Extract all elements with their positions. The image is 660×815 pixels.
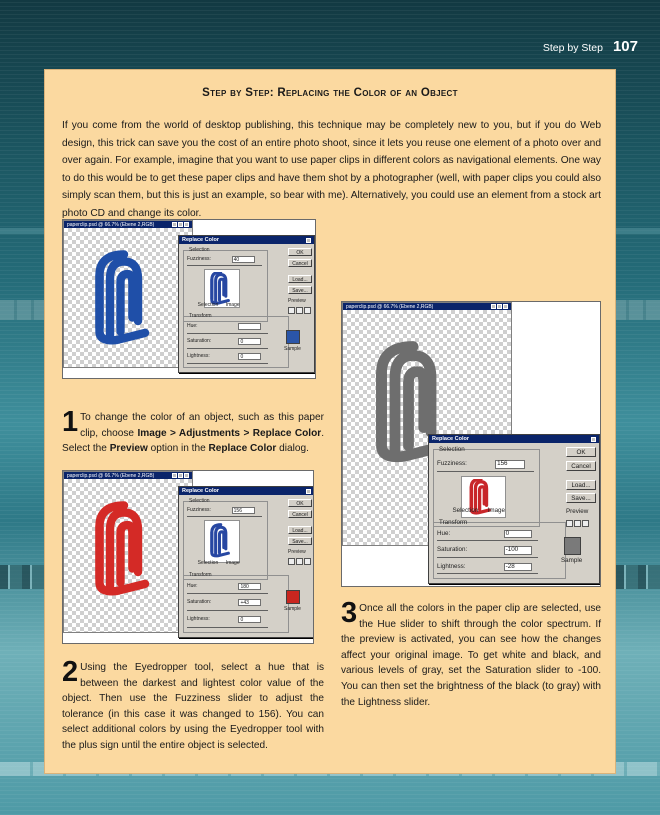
eyedropper-minus-icon[interactable] xyxy=(304,307,311,314)
eyedropper-plus-icon[interactable] xyxy=(296,558,303,565)
section-label: Step by Step xyxy=(542,42,603,54)
step-number: 3 xyxy=(341,597,358,629)
selection-preview xyxy=(204,520,240,563)
selection-label: Selection xyxy=(439,446,465,453)
maximize-icon[interactable] xyxy=(497,304,502,309)
saturation-field[interactable]: +43 xyxy=(238,599,261,606)
fuzziness-field[interactable]: 156 xyxy=(495,460,525,469)
eyedropper-icon[interactable] xyxy=(288,558,295,565)
fuzziness-field[interactable]: 156 xyxy=(232,507,256,514)
eyedropper-minus-icon[interactable] xyxy=(582,520,589,527)
lightness-label: Lightness: xyxy=(187,353,210,360)
preview-checkbox[interactable]: Preview xyxy=(566,508,589,515)
radio-selection[interactable]: Selection xyxy=(452,507,479,514)
preview-clip-image xyxy=(208,523,233,559)
sidebar-panel xyxy=(44,69,616,774)
transform-label: Transform xyxy=(189,313,212,320)
eyedropper-plus-icon[interactable] xyxy=(574,520,581,527)
dialog-titlebar[interactable] xyxy=(429,435,599,443)
close-icon[interactable] xyxy=(184,473,189,478)
step-number: 1 xyxy=(62,406,79,438)
screenshot-step-1 xyxy=(62,219,316,379)
screenshot-step-2 xyxy=(62,470,314,644)
window-titlebar[interactable] xyxy=(343,303,511,310)
lightness-slider[interactable] xyxy=(187,363,268,364)
saturation-label: Saturation: xyxy=(437,546,468,553)
lightness-label: Lightness: xyxy=(187,616,210,623)
close-icon[interactable] xyxy=(591,437,596,442)
window-title: paperclip.psd @ 66.7% (Ebene 2,RGB) xyxy=(346,303,434,310)
saturation-field[interactable]: 0 xyxy=(238,338,261,345)
eyedropper-icon[interactable] xyxy=(566,520,573,527)
step-1-caption: 1 To change the color of an object, such as this paper clip, choose Image > Adjustments > Replace Color. Select the Preview option in the Replace Color dialog. xyxy=(62,406,325,455)
minimize-icon[interactable] xyxy=(172,473,177,478)
lightness-slider[interactable] xyxy=(187,627,268,628)
hue-label: Hue: xyxy=(437,529,451,537)
dialog-titlebar[interactable] xyxy=(179,236,314,244)
hue-label: Hue: xyxy=(187,582,198,589)
lightness-label: Lightness: xyxy=(437,562,466,570)
fuzziness-label: Fuzziness: xyxy=(187,507,211,513)
close-icon[interactable] xyxy=(306,238,311,243)
cancel-button[interactable]: Cancel xyxy=(566,461,596,471)
load-button[interactable]: Load... xyxy=(566,480,596,490)
saturation-label: Saturation: xyxy=(187,599,212,606)
selection-label: Selection xyxy=(189,498,210,504)
save-button[interactable]: Save... xyxy=(566,493,596,503)
dialog-title: Replace Color xyxy=(182,237,219,243)
lightness-slider[interactable] xyxy=(437,573,538,574)
dialog-titlebar[interactable] xyxy=(179,487,314,495)
radio-image[interactable]: Image xyxy=(225,559,240,566)
eyedropper-minus-icon[interactable] xyxy=(304,558,311,565)
fuzziness-slider[interactable] xyxy=(437,471,534,472)
cancel-button[interactable]: Cancel xyxy=(288,510,312,518)
running-header xyxy=(543,38,638,55)
lightness-field[interactable]: 0 xyxy=(238,353,261,360)
radio-selection[interactable]: Selection xyxy=(197,559,219,566)
saturation-slider[interactable] xyxy=(187,348,268,349)
preview-checkbox[interactable]: Preview xyxy=(288,549,306,555)
hue-field[interactable]: 0 xyxy=(504,530,533,539)
fuzziness-field[interactable]: 40 xyxy=(232,256,256,263)
step-3-caption: 3 Once all the colors in the paper clip are selected, use the Hue slider to shift through the color spectrum. If the preview is activated, you can see how the changes affect your original image. To get white and black, and various levels of gray, set the Saturation slider to -100. You can then set the brightness of the black (to gray) with the Lightness slider. xyxy=(341,597,601,708)
replace-color-dialog xyxy=(428,434,600,584)
saturation-field[interactable]: -100 xyxy=(504,546,533,555)
article-title: Step by Step: Replacing the Color of an Object xyxy=(202,87,458,99)
transform-label: Transform xyxy=(189,572,212,579)
preview-checkbox[interactable]: Preview xyxy=(288,298,306,304)
sample-label: Sample xyxy=(561,557,583,564)
saturation-label: Saturation: xyxy=(187,338,212,345)
maximize-icon[interactable] xyxy=(178,473,183,478)
fuzziness-slider[interactable] xyxy=(187,516,262,517)
transparent-canvas[interactable] xyxy=(64,228,192,367)
paper-clip-image xyxy=(89,240,159,360)
fuzziness-label: Fuzziness: xyxy=(437,460,467,467)
transparent-canvas[interactable] xyxy=(64,479,192,632)
close-icon[interactable] xyxy=(306,489,311,494)
window-titlebar[interactable] xyxy=(64,221,192,228)
saturation-slider[interactable] xyxy=(437,557,538,558)
save-button[interactable]: Save... xyxy=(288,537,312,545)
step-number: 2 xyxy=(62,656,79,688)
eyedropper-tools[interactable] xyxy=(288,307,311,314)
close-icon[interactable] xyxy=(503,304,508,309)
cancel-button[interactable]: Cancel xyxy=(288,259,312,267)
saturation-slider[interactable] xyxy=(187,610,268,611)
hue-field[interactable]: 180 xyxy=(238,583,261,590)
eyedropper-tools[interactable] xyxy=(288,558,311,565)
ok-button[interactable]: OK xyxy=(288,499,312,507)
minimize-icon[interactable] xyxy=(172,222,177,227)
radio-image[interactable]: Image xyxy=(225,302,240,309)
eyedropper-icon[interactable] xyxy=(288,307,295,314)
radio-selection[interactable]: Selection xyxy=(197,302,219,309)
sample-swatch[interactable] xyxy=(564,537,582,555)
step-2-caption: 2 Using the Eyedropper tool, select a hue that is between the darkest and lightest color value of the object. Then use the Fuzziness slider to adjust the tolerance (in this case it was changed to 156). You can select additional colors by using the Eyedropper tool with the plus sign until the entire object is selected. xyxy=(62,656,324,751)
load-button[interactable]: Load... xyxy=(288,526,312,534)
lightness-field[interactable]: 0 xyxy=(238,616,261,623)
close-icon[interactable] xyxy=(184,222,189,227)
load-button[interactable]: Load... xyxy=(288,275,312,283)
dialog-title: Replace Color xyxy=(432,436,469,442)
ok-button[interactable]: OK xyxy=(288,248,312,256)
selection-label: Selection xyxy=(189,247,210,253)
window-title: paperclip.psd @ 66.7% (Ebene 2,RGB) xyxy=(67,472,155,479)
eyedropper-tools[interactable] xyxy=(566,520,589,527)
hue-slider[interactable] xyxy=(187,333,268,334)
transform-label: Transform xyxy=(439,519,468,526)
hue-label: Hue: xyxy=(187,322,198,329)
fuzziness-slider[interactable] xyxy=(187,265,262,266)
maximize-icon[interactable] xyxy=(178,222,183,227)
lightness-field[interactable]: -28 xyxy=(504,563,533,572)
window-title: paperclip.psd @ 66.7% (Ebene 2,RGB) xyxy=(67,221,155,228)
preview-clip-image xyxy=(208,272,233,305)
screenshot-step-3 xyxy=(341,301,601,587)
sample-label: Sample xyxy=(284,345,301,352)
sample-label: Sample xyxy=(284,606,301,613)
save-button[interactable]: Save... xyxy=(288,286,312,294)
document-window[interactable] xyxy=(63,220,193,368)
sample-swatch[interactable] xyxy=(286,590,300,604)
hue-field[interactable] xyxy=(238,323,261,330)
replace-color-dialog xyxy=(178,235,315,373)
dialog-title: Replace Color xyxy=(182,488,219,494)
document-window[interactable] xyxy=(63,471,193,633)
fuzziness-label: Fuzziness: xyxy=(187,256,211,262)
minimize-icon[interactable] xyxy=(491,304,496,309)
hue-slider[interactable] xyxy=(437,540,538,541)
eyedropper-plus-icon[interactable] xyxy=(296,307,303,314)
window-titlebar[interactable] xyxy=(64,472,192,479)
ok-button[interactable]: OK xyxy=(566,447,596,457)
sample-swatch[interactable] xyxy=(286,330,300,344)
replace-color-dialog xyxy=(178,486,314,638)
paper-clip-image xyxy=(89,491,159,611)
page-number: 107 xyxy=(612,38,638,55)
hue-slider[interactable] xyxy=(187,593,268,594)
radio-image[interactable]: Image xyxy=(487,507,506,514)
intro-paragraph: If you come from the world of desktop publishing, this technique may be completely new to you, but if you do Web design, this trick can save you the cost of an entire photo shoot, since it lets you reuse one element of a photo over and over again. For example, imagine that you want to use paper clips in different colors as navigational elements. One way to do this would be to get these paper clips and have them shot by a photographer (well, with paper clips you could also simply scan them, but this is just an example, so bear with me). Alternatively, you could use an element from a stock art photo CD and change its color. xyxy=(62,120,601,219)
